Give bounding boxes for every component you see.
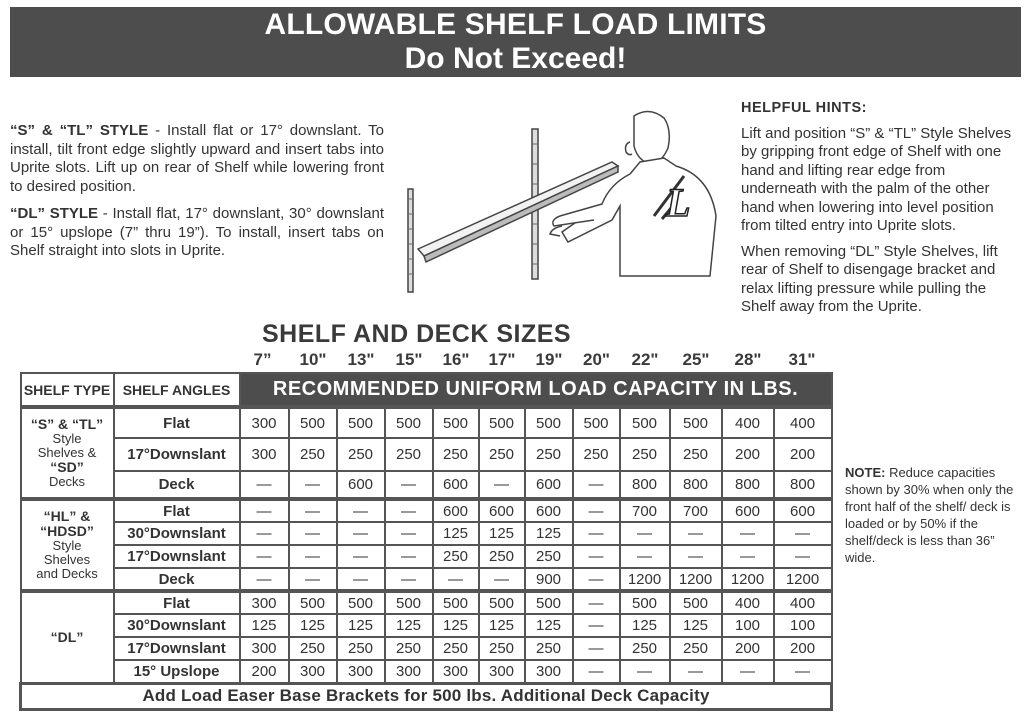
- capacity-cell: —: [240, 499, 289, 522]
- capacity-cell: —: [240, 522, 289, 545]
- capacity-cell: 700: [620, 499, 670, 522]
- shelf-angle-cell: 17°Downslant: [114, 637, 240, 660]
- capacity-cell: —: [479, 471, 525, 499]
- capacity-cell: 300: [289, 660, 337, 683]
- capacity-cell: —: [573, 568, 620, 591]
- capacity-cell: —: [573, 660, 620, 683]
- dl-style-heading: “DL” STYLE: [10, 205, 99, 222]
- size-label: 16": [442, 350, 470, 369]
- capacity-cell: 300: [240, 637, 289, 660]
- shelf-angle-cell: Deck: [114, 568, 240, 591]
- capacity-cell: —: [337, 499, 385, 522]
- table-row: [21, 591, 832, 614]
- shelf-angle-cell: Deck: [114, 471, 240, 499]
- capacity-cell: 1200: [774, 568, 832, 591]
- size-label: 19": [535, 350, 563, 369]
- dl-style-paragraph: [10, 205, 384, 261]
- shelf-type-line: “S” & “TL”: [30, 416, 104, 432]
- capacity-cell: 600: [479, 499, 525, 522]
- shelf-type-line: Decks: [48, 474, 86, 489]
- title-line-1: ALLOWABLE SHELF LOAD LIMITS: [264, 8, 767, 41]
- table-row: [21, 438, 832, 471]
- svg-text:L: L: [666, 180, 691, 225]
- capacity-cell: 250: [479, 545, 525, 568]
- capacity-cell: —: [337, 522, 385, 545]
- capacity-cell: 500: [573, 407, 620, 438]
- capacity-cell: 300: [337, 660, 385, 683]
- capacity-cell: —: [722, 545, 774, 568]
- footer-note: Add Load Easer Base Brackets for 500 lbs. Additional Deck Capacity: [21, 683, 832, 709]
- capacity-cell: 300: [385, 660, 433, 683]
- size-label: 28": [734, 350, 762, 369]
- capacity-cell: 500: [385, 591, 433, 614]
- capacity-cell: 900: [525, 568, 573, 591]
- size-label: 31": [788, 350, 816, 369]
- capacity-cell: 125: [433, 522, 479, 545]
- capacity-cell: 200: [722, 438, 774, 471]
- s-tl-style-heading: “S” & “TL” STYLE: [10, 122, 149, 139]
- capacity-cell: 300: [240, 591, 289, 614]
- note-text: Reduce capacities shown by 30% when only the front half of the shelf/ deck is loaded or by 50% if the shelf/deck is less than 36” wide.: [845, 465, 1014, 565]
- capacity-cell: 250: [620, 438, 670, 471]
- capacity-cell: —: [289, 522, 337, 545]
- shelf-type-line: Style: [52, 431, 82, 446]
- note-label: NOTE:: [845, 465, 886, 480]
- capacity-cell: 500: [670, 407, 722, 438]
- capacity-cell: 250: [385, 637, 433, 660]
- capacity-cell: 500: [289, 407, 337, 438]
- size-label: 25": [682, 350, 710, 369]
- table-row: [21, 637, 832, 660]
- capacity-cell: 500: [385, 407, 433, 438]
- capacity-cell: —: [722, 660, 774, 683]
- capacity-cell: 400: [722, 591, 774, 614]
- capacity-cell: 125: [525, 522, 573, 545]
- shelf-angle-cell: 30°Downslant: [114, 522, 240, 545]
- size-label: 20": [583, 350, 610, 369]
- capacity-cell: 500: [620, 407, 670, 438]
- capacity-cell: 250: [479, 438, 525, 471]
- size-label: 13": [347, 350, 375, 369]
- capacity-note: [845, 464, 1025, 566]
- size-label: 10": [299, 350, 327, 369]
- table-header-row: [21, 373, 832, 407]
- capacity-cell: 125: [289, 614, 337, 637]
- capacity-cell: 250: [289, 637, 337, 660]
- capacity-cell: —: [573, 637, 620, 660]
- capacity-cell: 250: [433, 438, 479, 471]
- capacity-cell: 250: [670, 637, 722, 660]
- dl-style-text: - Install flat, 17° downslant, 30° downslant or 15° upslope (7” thru 19”). To install, insert tabs on Shelf straight into slots in Uprite.: [10, 205, 384, 259]
- capacity-cell: 250: [337, 637, 385, 660]
- shelf-type-line: “DL”: [50, 628, 84, 645]
- capacity-cell: 200: [240, 660, 289, 683]
- hint-paragraph-1: Lift and position “S” & “TL” Style Shelves by gripping front edge of Shelf with one hand and lifting rear edge from underneath with the palm of the other hand when lowering into level position from tilted entry into Uprite slots.: [741, 124, 1012, 234]
- capacity-cell: 125: [385, 614, 433, 637]
- capacity-cell: 200: [774, 438, 832, 471]
- capacity-cell: 600: [525, 499, 573, 522]
- capacity-cell: 500: [479, 591, 525, 614]
- capacity-cell: —: [289, 568, 337, 591]
- capacity-cell: 400: [774, 591, 832, 614]
- capacity-cell: 250: [385, 438, 433, 471]
- size-label: 22": [631, 350, 659, 369]
- size-label: 17": [488, 350, 516, 369]
- table-row: [21, 568, 832, 591]
- shelf-angle-cell: 17°Downslant: [114, 438, 240, 471]
- capacity-cell: 300: [240, 438, 289, 471]
- capacity-cell: —: [670, 660, 722, 683]
- capacity-cell: 250: [479, 637, 525, 660]
- install-instructions: [10, 122, 384, 270]
- header-shelf-angles: SHELF ANGLES: [114, 373, 240, 407]
- capacity-cell: —: [620, 545, 670, 568]
- title-line-2: Do Not Exceed!: [404, 42, 627, 75]
- capacity-cell: —: [385, 522, 433, 545]
- table-row: [21, 471, 832, 499]
- capacity-cell: 500: [670, 591, 722, 614]
- capacity-cell: 125: [337, 614, 385, 637]
- capacity-cell: —: [573, 614, 620, 637]
- capacity-cell: —: [240, 568, 289, 591]
- capacity-cell: 600: [525, 471, 573, 499]
- shelf-type-cell: [21, 499, 114, 591]
- capacity-cell: 1200: [620, 568, 670, 591]
- capacity-cell: 1200: [722, 568, 774, 591]
- shelf-type-line: Shelves &: [37, 445, 97, 460]
- capacity-cell: 400: [722, 407, 774, 438]
- capacity-cell: —: [240, 545, 289, 568]
- capacity-cell: 125: [479, 522, 525, 545]
- capacity-cell: 250: [525, 438, 573, 471]
- capacity-cell: 500: [337, 591, 385, 614]
- capacity-cell: 125: [433, 614, 479, 637]
- size-label: 15": [395, 350, 423, 369]
- shelf-angle-cell: Flat: [114, 591, 240, 614]
- capacity-cell: —: [385, 568, 433, 591]
- table-row: [21, 499, 832, 522]
- shelf-angle-cell: 15° Upslope: [114, 660, 240, 683]
- capacity-cell: 600: [774, 499, 832, 522]
- capacity-cell: 700: [670, 499, 722, 522]
- capacity-cell: 300: [240, 407, 289, 438]
- capacity-cell: 500: [525, 407, 573, 438]
- capacity-cell: 125: [670, 614, 722, 637]
- capacity-cell: 500: [525, 591, 573, 614]
- helpful-hints-title: HELPFUL HINTS:: [741, 100, 867, 116]
- capacity-cell: 1200: [670, 568, 722, 591]
- capacity-cell: —: [774, 660, 832, 683]
- capacity-cell: 300: [479, 660, 525, 683]
- capacity-cell: 100: [774, 614, 832, 637]
- capacity-cell: 500: [620, 591, 670, 614]
- capacity-cell: —: [337, 545, 385, 568]
- table-row: [21, 660, 832, 683]
- table-row: [21, 614, 832, 637]
- capacity-cell: —: [670, 545, 722, 568]
- capacity-cell: 250: [433, 545, 479, 568]
- capacity-cell: —: [573, 545, 620, 568]
- capacity-cell: —: [573, 499, 620, 522]
- capacity-cell: 800: [620, 471, 670, 499]
- shelf-angle-cell: Flat: [114, 499, 240, 522]
- capacity-cell: 200: [774, 637, 832, 660]
- capacity-cell: 125: [525, 614, 573, 637]
- capacity-cell: 100: [722, 614, 774, 637]
- shelf-angle-cell: Flat: [114, 407, 240, 438]
- shelf-type-cell: [21, 591, 114, 683]
- capacity-cell: 800: [722, 471, 774, 499]
- shelf-type-line: and Decks: [36, 566, 98, 581]
- capacity-cell: 800: [670, 471, 722, 499]
- size-label: 7”: [253, 350, 272, 369]
- capacity-cell: —: [385, 471, 433, 499]
- capacity-cell: 600: [433, 471, 479, 499]
- capacity-cell: 300: [433, 660, 479, 683]
- capacity-cell: 800: [774, 471, 832, 499]
- capacity-cell: —: [289, 499, 337, 522]
- shelf-type-line: “SD”: [50, 459, 84, 475]
- s-tl-style-text: - Install flat or 17° downslant. To install, tilt front edge slightly upward and insert tabs into Uprite slots. Lift up on rear of Shelf while lowering front to desired position.: [10, 122, 384, 195]
- capacity-cell: 500: [433, 407, 479, 438]
- title-banner: [10, 7, 1021, 77]
- capacity-cell: —: [774, 522, 832, 545]
- capacity-cell: 125: [240, 614, 289, 637]
- capacity-cell: 125: [479, 614, 525, 637]
- capacity-cell: 600: [433, 499, 479, 522]
- capacity-cell: —: [573, 591, 620, 614]
- hint-paragraph-2: When removing “DL” Style Shelves, lift rear of Shelf to disengage bracket and relax lifting pressure while pulling the Shelf away from the Uprite.: [741, 242, 998, 315]
- capacity-cell: —: [385, 499, 433, 522]
- capacity-cell: —: [433, 568, 479, 591]
- capacity-cell: 600: [722, 499, 774, 522]
- capacity-cell: 250: [337, 438, 385, 471]
- shelf-type-line: Shelves: [43, 552, 91, 567]
- table-row: [21, 545, 832, 568]
- capacity-cell: 250: [573, 438, 620, 471]
- capacity-cell: 250: [433, 637, 479, 660]
- footer-row: [21, 683, 832, 709]
- shelf-type-line: “HDSD”: [40, 523, 94, 539]
- capacity-cell: —: [289, 545, 337, 568]
- shelf-angle-cell: 17°Downslant: [114, 545, 240, 568]
- capacity-cell: —: [620, 660, 670, 683]
- capacity-cell: —: [573, 471, 620, 499]
- capacity-cell: 500: [479, 407, 525, 438]
- header-shelf-type: SHELF TYPE: [21, 373, 114, 407]
- capacity-cell: 400: [774, 407, 832, 438]
- capacity-cell: —: [670, 522, 722, 545]
- capacity-cell: 200: [722, 637, 774, 660]
- capacity-cell: 500: [289, 591, 337, 614]
- shelf-type-line: Style: [52, 538, 82, 553]
- capacity-cell: —: [337, 568, 385, 591]
- shelf-angle-cell: 30°Downslant: [114, 614, 240, 637]
- capacity-cell: —: [385, 545, 433, 568]
- capacity-cell: 250: [525, 545, 573, 568]
- capacity-cell: 250: [670, 438, 722, 471]
- capacity-cell: —: [620, 522, 670, 545]
- capacity-cell: —: [722, 522, 774, 545]
- table-row: [21, 522, 832, 545]
- capacity-cell: —: [240, 471, 289, 499]
- helpful-hints: [741, 99, 1022, 324]
- shelf-type-line: “HL” &: [43, 508, 91, 524]
- capacity-cell: —: [573, 522, 620, 545]
- sizes-title: SHELF AND DECK SIZES: [262, 320, 572, 348]
- capacity-cell: 125: [620, 614, 670, 637]
- capacity-cell: —: [289, 471, 337, 499]
- table-row: [21, 407, 832, 438]
- capacity-cell: 250: [289, 438, 337, 471]
- capacity-cell: —: [479, 568, 525, 591]
- capacity-cell: 300: [525, 660, 573, 683]
- capacity-cell: 600: [337, 471, 385, 499]
- s-tl-style-paragraph: [10, 122, 384, 196]
- capacity-cell: 250: [620, 637, 670, 660]
- capacity-cell: —: [774, 545, 832, 568]
- load-capacity-table: [19, 372, 833, 711]
- capacity-cell: 250: [525, 637, 573, 660]
- header-capacity-caption: RECOMMENDED UNIFORM LOAD CAPACITY IN LBS.: [240, 373, 832, 407]
- shelf-type-cell: [21, 407, 114, 499]
- shelf-install-illustration: [404, 104, 734, 294]
- capacity-cell: 500: [337, 407, 385, 438]
- capacity-cell: 500: [433, 591, 479, 614]
